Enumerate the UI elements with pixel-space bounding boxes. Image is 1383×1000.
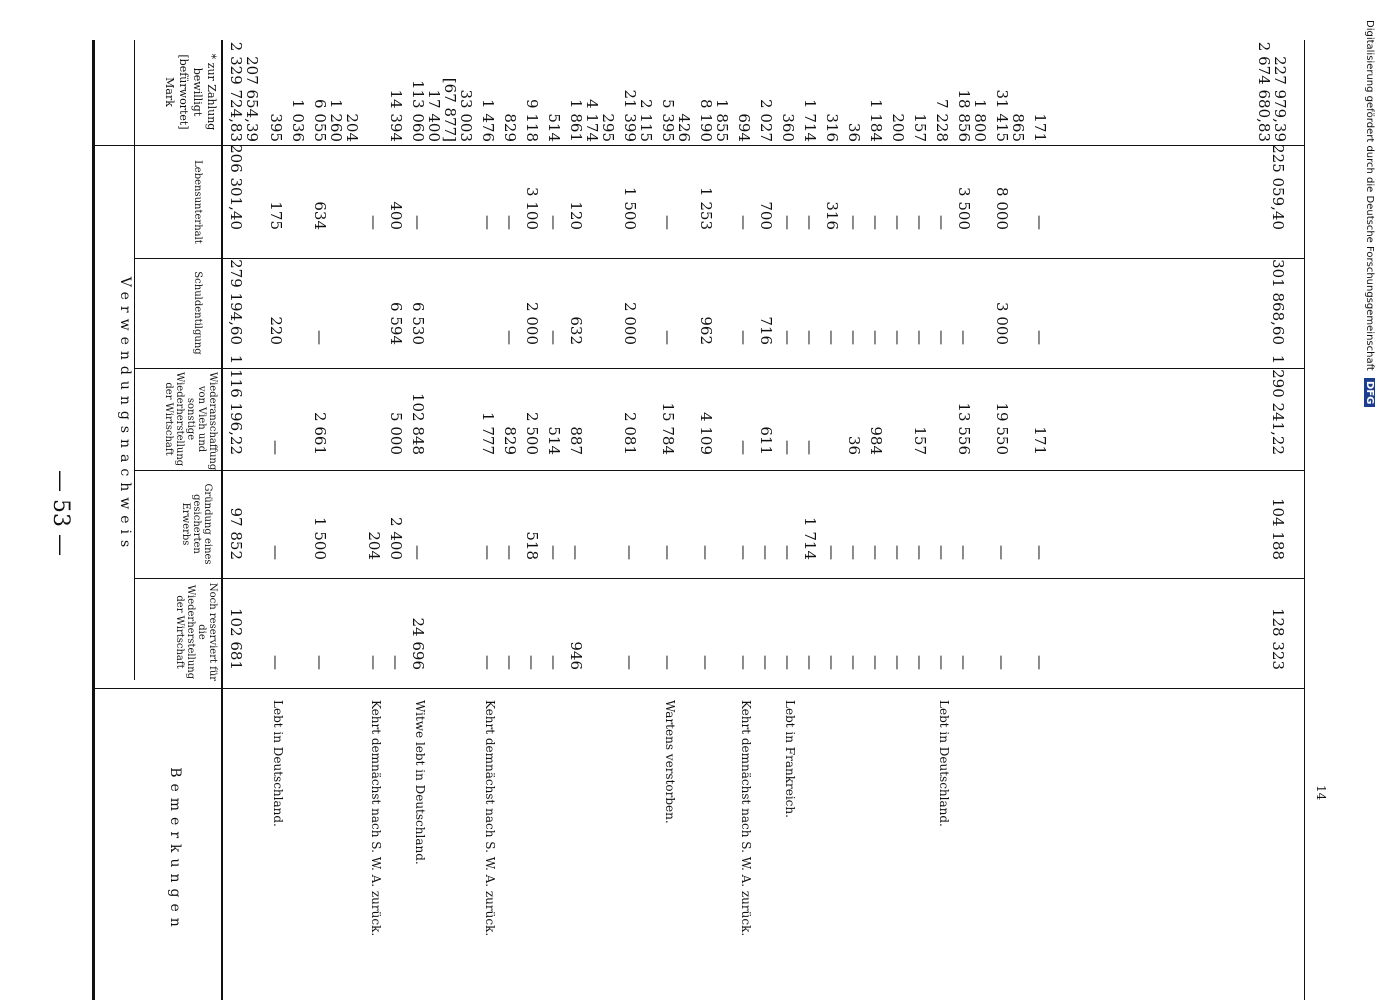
table-row-livelihood: 175	[267, 201, 285, 230]
table-row-granted: 5 395	[659, 99, 677, 142]
table-row-granted: 17 400	[425, 89, 443, 142]
table-row-livelihood: —	[735, 215, 753, 230]
table-row-livelihood: —	[845, 215, 863, 230]
totals-reserved: 128 323	[1269, 607, 1287, 670]
totals-debt: 301 868,60	[1269, 259, 1287, 345]
top-rule	[93, 40, 95, 1000]
table-row-restore: 171	[1031, 426, 1049, 455]
table-row-granted: 1 714	[801, 99, 819, 142]
table-row-livelihood: 400	[387, 201, 405, 230]
table-row-granted: 8 190	[697, 99, 715, 142]
table-row-founding: —	[845, 545, 863, 560]
header-debt: Schuldentilgung	[192, 271, 203, 355]
table-row-reserved: —	[387, 655, 405, 670]
table-row-debt: —	[845, 330, 863, 345]
dfg-logo: DFG	[1364, 378, 1375, 407]
table-row-founding: —	[993, 545, 1011, 560]
table-row-restore: 15 784	[659, 402, 677, 455]
table-row-debt: —	[801, 330, 819, 345]
table-row-restore: 829	[501, 426, 519, 455]
table-row-reserved: —	[267, 655, 285, 670]
table-row-founding: —	[735, 545, 753, 560]
table-row-remark: Witwe lebt in Deutschland.	[413, 700, 427, 865]
table-row-restore: 36	[845, 435, 863, 455]
table-row-debt: 716	[757, 316, 775, 345]
carry-over-restore: 1 116 196,22	[227, 354, 245, 455]
table-row-restore: —	[801, 440, 819, 455]
table-row-livelihood: —	[779, 215, 797, 230]
carry-over-livelihood: 206 301,40	[227, 144, 245, 230]
table-row-founding: —	[545, 545, 563, 560]
table-row-debt: 2 000	[621, 302, 639, 345]
table-row-reserved: —	[911, 655, 929, 670]
table-row-granted: 514	[545, 113, 563, 142]
header-livelihood: Lebensunterhalt	[192, 160, 203, 244]
table-row-restore: 514	[545, 426, 563, 455]
table-row-reserved: —	[545, 655, 563, 670]
table-row-debt: —	[545, 330, 563, 345]
table-row-granted: [67 877]	[441, 77, 459, 142]
totals-livelihood: 225 059,40	[1269, 144, 1287, 230]
table-row-granted: 113 060	[409, 79, 427, 142]
table-row-restore: 887	[567, 426, 585, 455]
table-row-debt: —	[779, 330, 797, 345]
table-row-granted: 31 415	[993, 89, 1011, 142]
table-row-granted: 1 476	[479, 99, 497, 142]
table-row-granted: 295	[599, 113, 617, 142]
table-row-restore: —	[779, 440, 797, 455]
table-row-granted: 200	[889, 113, 907, 142]
table-row-reserved: —	[993, 655, 1011, 670]
table-row-debt: —	[501, 330, 519, 345]
table-row-debt: —	[955, 330, 973, 345]
table-row-granted: 865	[1009, 113, 1027, 142]
table-row-livelihood: 8 000	[993, 187, 1011, 230]
table-row-debt: 3 000	[993, 302, 1011, 345]
table-row-founding: —	[697, 545, 715, 560]
digitization-note	[1364, 20, 1375, 407]
table-row-founding: —	[889, 545, 907, 560]
table-row-reserved: —	[1031, 655, 1049, 670]
table-row-granted: 157	[911, 113, 929, 142]
header-remarks: Bemerkungen	[167, 767, 183, 933]
table-row-granted: 4 174	[583, 99, 601, 142]
table-row-restore: 157	[911, 426, 929, 455]
table-row-granted: 36	[845, 122, 863, 142]
table-row-reserved: —	[889, 655, 907, 670]
table-row-founding: —	[567, 545, 585, 560]
table-row-debt: —	[735, 330, 753, 345]
col-divider-6	[95, 688, 1305, 689]
table-row-granted: 2 027	[757, 99, 775, 142]
table-row-granted: 6 055	[311, 99, 329, 142]
carry-over-founding: 97 852	[227, 507, 245, 560]
table-row-reserved: —	[523, 655, 541, 670]
table-row-restore: 2 081	[621, 412, 639, 455]
header-granted-line2: bewilligt	[191, 67, 204, 117]
table-row-restore: 1 777	[479, 412, 497, 455]
table-row-reserved: —	[311, 655, 329, 670]
table-row-granted: 7 228	[933, 99, 951, 142]
table-row-reserved: —	[479, 655, 497, 670]
table-row-founding: —	[955, 545, 973, 560]
table-row-founding: 204	[365, 531, 383, 560]
table-row-debt: —	[867, 330, 885, 345]
table-row-founding: —	[933, 545, 951, 560]
table-row-granted: 33 003	[457, 89, 475, 142]
table-row-livelihood: 3 100	[523, 187, 541, 230]
table-row-restore: 984	[867, 426, 885, 455]
totals-restore: 1 290 241,22	[1269, 354, 1287, 455]
table-row-debt: 220	[267, 316, 285, 345]
table-row-founding: 1 500	[311, 517, 329, 560]
top-rule-thin	[92, 40, 93, 1000]
table-row-restore: 13 556	[955, 402, 973, 455]
table-row-reserved: —	[365, 655, 383, 670]
table-row-restore: 2 661	[311, 412, 329, 455]
table-row-reserved: —	[801, 655, 819, 670]
header-bottom-rule	[221, 40, 223, 1000]
table-row-granted: 2 115	[637, 99, 655, 142]
table-row-founding: —	[1031, 545, 1049, 560]
table-row-remark: Kehrt demnächst nach S. W. A. zurück.	[739, 700, 753, 937]
table-row-restore: 19 550	[993, 402, 1011, 455]
table-row-reserved: —	[735, 655, 753, 670]
table-row-founding: —	[267, 545, 285, 560]
table-row-debt: —	[889, 330, 907, 345]
header-granted-line1: * zur Zahlung	[205, 53, 218, 131]
table-row-restore: —	[267, 440, 285, 455]
table-row-restore: 5 000	[387, 412, 405, 455]
table-row-founding: —	[409, 545, 427, 560]
table-row-restore: 4 109	[697, 412, 715, 455]
table-row-granted: 829	[501, 113, 519, 142]
table-row-debt: 6 594	[387, 302, 405, 345]
table-row-reserved: —	[823, 655, 841, 670]
table-row-livelihood: 3 500	[955, 187, 973, 230]
table-row-reserved: —	[621, 655, 639, 670]
header-granted-line3: [befürwortet]	[177, 54, 190, 130]
table-row-livelihood: —	[933, 215, 951, 230]
table-row-debt: —	[911, 330, 929, 345]
table-row-remark: Kehrt demnächst nach S. W. A. zurück.	[369, 700, 383, 937]
group-header-rule	[134, 40, 135, 680]
carry-over-granted: 207 654,39	[243, 56, 261, 142]
table-row-debt: —	[933, 330, 951, 345]
digitization-note-text: Digitalisierung gefördert durch die Deutsche Forschungsgemeinschaft	[1364, 20, 1375, 371]
table-row-founding: —	[659, 545, 677, 560]
table-row-granted: 316	[823, 113, 841, 142]
header-still-reserved: Noch reserviert für die Wiederherstellung der Wirtschaft	[174, 582, 218, 682]
table-row-granted: 171	[1031, 113, 1049, 142]
table-row-livelihood: —	[365, 215, 383, 230]
table-row-remark: Kehrt demnächst nach S. W. A. zurück.	[483, 700, 497, 937]
table-row-remark: Lebt in Deutschland.	[271, 700, 285, 827]
totals-granted: 227 979,39	[1271, 56, 1289, 142]
table-row-remark: Lebt in Frankreich.	[783, 700, 797, 818]
table-row-livelihood: —	[659, 215, 677, 230]
table-row-reserved: —	[845, 655, 863, 670]
table-row-livelihood: 316	[823, 201, 841, 230]
group-header: Verwendungsnachweis	[117, 276, 133, 554]
table-row-remark: Wartens verstorben.	[663, 700, 677, 824]
table-row-remark: Lebt in Deutschland.	[937, 700, 951, 827]
carry-over-granted: 2 329 724,83	[227, 41, 245, 142]
table-row-restore: 611	[757, 426, 775, 455]
table-row-livelihood: 1 253	[697, 187, 715, 230]
table-row-granted: 1 260	[327, 99, 345, 142]
header-founding: Gründung eines gesicherten Erwerbs	[180, 483, 213, 565]
table-row-restore: —	[735, 440, 753, 455]
table-row-granted: 395	[267, 113, 285, 142]
table-row-livelihood: —	[545, 215, 563, 230]
table-row-reserved: 946	[567, 641, 585, 670]
table-row-livelihood: —	[867, 215, 885, 230]
table-row-livelihood: —	[889, 215, 907, 230]
table-row-granted: 1 184	[867, 99, 885, 142]
table-row-granted: 9 118	[523, 99, 541, 142]
page-number: — 53 —	[48, 470, 73, 556]
table-row-granted: 426	[675, 113, 693, 142]
table-row-reserved: —	[757, 655, 775, 670]
table-row-founding: —	[823, 545, 841, 560]
table-row-livelihood: —	[501, 215, 519, 230]
table-row-founding: —	[479, 545, 497, 560]
table-row-founding: 518	[523, 531, 541, 560]
table-row-founding: —	[779, 545, 797, 560]
totals-granted: 2 674 680,83	[1255, 41, 1273, 142]
table-row-granted: 1 036	[289, 99, 307, 142]
table-row-granted: 14 394	[387, 89, 405, 142]
header-restore: Wiederanschaffung von Vieh und sonstige Wiederherstellung der Wirtschaft	[163, 372, 218, 471]
header-granted	[162, 42, 218, 142]
table-row-livelihood: 634	[311, 201, 329, 230]
table-row-granted: 694	[735, 113, 753, 142]
table-row-granted: 360	[779, 113, 797, 142]
table-row-debt: 632	[567, 316, 585, 345]
table-row-debt: —	[823, 330, 841, 345]
table-row-livelihood: —	[801, 215, 819, 230]
totals-rule	[1304, 130, 1305, 690]
table-row-debt: 962	[697, 316, 715, 345]
table-row-granted: 18 856	[955, 89, 973, 142]
table-row-reserved: —	[697, 655, 715, 670]
table-row-livelihood: —	[911, 215, 929, 230]
table-row-restore: 102 848	[409, 392, 427, 455]
table-row-debt: 2 000	[523, 302, 541, 345]
table-row-granted: 1 800	[971, 99, 989, 142]
table-row-reserved: —	[779, 655, 797, 670]
table-row-debt: —	[659, 330, 677, 345]
header-granted-unit: Mark	[163, 77, 176, 107]
table-row-restore: 2 500	[523, 412, 541, 455]
table-row-reserved: —	[867, 655, 885, 670]
table-row-debt: —	[311, 330, 329, 345]
table-row-livelihood: 120	[567, 201, 585, 230]
table-row-reserved: —	[933, 655, 951, 670]
table-row-granted: 1 855	[713, 99, 731, 142]
carry-over-reserved: 102 681	[227, 607, 245, 670]
totals-founding: 104 188	[1269, 497, 1287, 560]
table-row-reserved: —	[659, 655, 677, 670]
table-row-reserved: 24 696	[409, 617, 427, 670]
table-row-founding: —	[501, 545, 519, 560]
table-row-livelihood: —	[1031, 215, 1049, 230]
table-row-livelihood: —	[479, 215, 497, 230]
table-row-debt: —	[1031, 330, 1049, 345]
table-row-founding: —	[911, 545, 929, 560]
table-row-livelihood: 700	[757, 201, 775, 230]
table-row-founding: —	[867, 545, 885, 560]
carry-over-debt: 279 194,60	[227, 259, 245, 345]
footer-number: 14	[1314, 785, 1328, 801]
table-row-livelihood: 1 500	[621, 187, 639, 230]
table-row-granted: 21 399	[621, 89, 639, 142]
table-row-founding: —	[757, 545, 775, 560]
table-row-debt: 6 530	[409, 302, 427, 345]
table-row-reserved: —	[955, 655, 973, 670]
table-row-granted: 204	[343, 113, 361, 142]
table-row-livelihood: —	[409, 215, 427, 230]
table-row-founding: 1 714	[801, 517, 819, 560]
table-row-founding: —	[621, 545, 639, 560]
table-row-founding: 2 400	[387, 517, 405, 560]
table-row-granted: 1 861	[567, 99, 585, 142]
table-row-reserved: —	[501, 655, 519, 670]
